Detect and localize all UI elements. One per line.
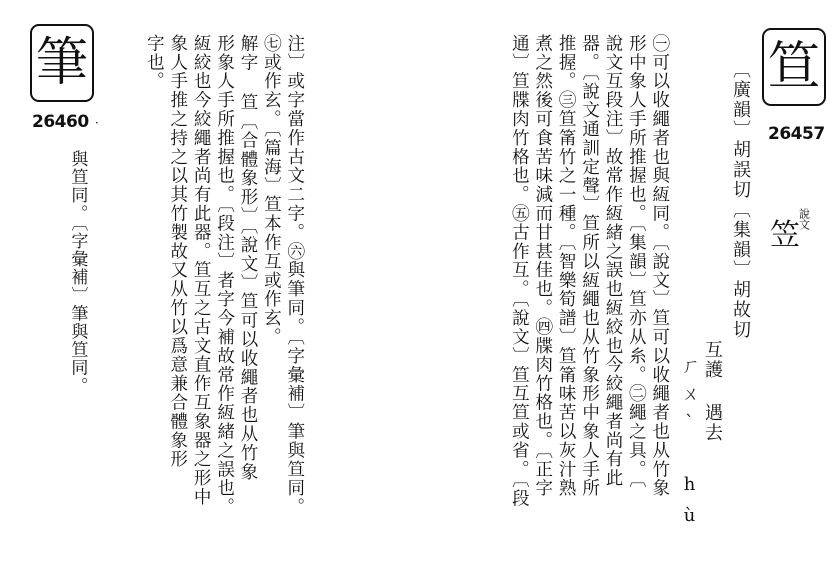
headword-left: 筆 <box>35 33 88 93</box>
zhuyin-reading: ㄏㄨˋ hù <box>679 356 700 536</box>
reading-line: 互護 遇去 <box>702 340 723 443</box>
definition-body-left <box>66 150 89 395</box>
definition-line: 絚絞也今絞繩者尚有此器。笪互之古文直作互象器之形中 <box>191 34 212 507</box>
definition-line: 通〕笪牒肉竹格也。㊄古作互。〔說文〕笪互笪或省。〔段 <box>509 34 530 508</box>
seal-glyph: 笠 <box>770 218 800 253</box>
entry-number-left: 26460 <box>32 112 89 132</box>
definition-line: 注〕或字當作古文二字。㊅與筆同。〔字彙補〕筆與笪同。 <box>284 34 305 517</box>
headword-box-left <box>30 24 94 102</box>
definition-line: ㊀可以收繩者也與絚同。〔說文〕笪可以收繩者也从竹象 <box>649 34 670 498</box>
definition-line: 解字 笪〔合體象形〕〔說文〕笪可以收繩者也从竹象 <box>237 34 258 482</box>
headword-box-right <box>762 28 826 106</box>
definition-line: 說文互段注〕故常作絚緒之誤也絚絞也今絞繩者尚有此 <box>602 34 623 488</box>
separator-dot: · <box>95 116 99 130</box>
headword-right: 笪 <box>767 37 820 97</box>
seal-source: 說文 <box>797 208 811 230</box>
definition-line: 象人手推之持之以其竹製故又从竹以爲意兼合體象形 <box>167 34 188 469</box>
reading-line: 〔廣韻〕胡誤切〔集韻〕胡故切 <box>730 60 751 340</box>
definition-body-mid <box>143 34 307 517</box>
definition-line: 形中象人手所推握也。〔集韻〕笪亦从糸。㊁繩之具。〔 <box>626 34 647 489</box>
definition-line: 形象人手所推握也。〔段注〕者字今補故常作絚緒之誤也。 <box>214 34 235 517</box>
reading-block <box>700 60 752 530</box>
definition-line: 煮之然後可食苦味減而甘甚佳也。㊃牒肉竹格也。〔正字 <box>532 34 553 498</box>
definition-line: 器。〔說文通訓定聲〕笪所以絚繩也从竹象形中象人手所 <box>579 34 600 498</box>
definition-line: 字也。 <box>144 34 165 91</box>
definition-line: 與笪同。〔字彙補〕筆與笪同。 <box>67 150 88 395</box>
definition-line: ㊆或作玄。〔篇海〕笪本作互或作玄。 <box>261 34 282 347</box>
definition-body-right <box>508 34 672 508</box>
definition-line: 推握。㊂笪筩竹之一種。〔智樂筍譜〕笪筩味苦以灰汁熟 <box>556 34 577 498</box>
entry-number-right: 26457 <box>768 124 825 144</box>
